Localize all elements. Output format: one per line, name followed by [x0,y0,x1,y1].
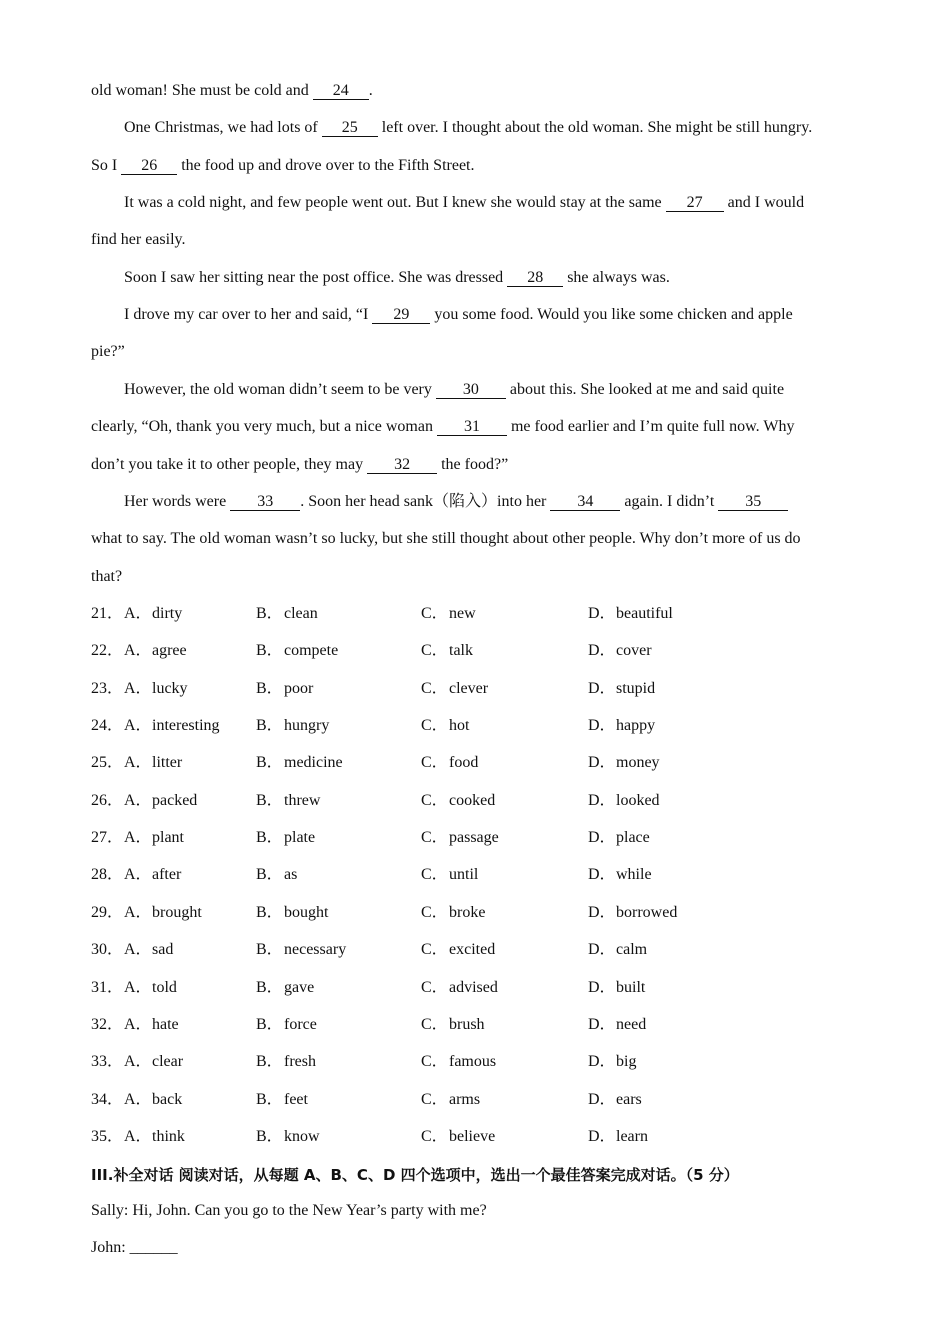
passage-text: clearly, “Oh, thank you very much, but a nice woman [91,418,437,435]
option-letter: B． [256,1128,283,1145]
option-text: know [284,1128,320,1145]
question-number: 22． [91,642,124,659]
option-text: talk [449,642,473,659]
answer-option [124,1090,182,1110]
option-text: after [152,866,182,883]
answer-option [256,1052,316,1072]
answer-option [588,903,677,923]
option-text: lucky [152,680,188,697]
option-text: back [152,1091,183,1108]
option-text: excited [449,941,496,958]
answer-option [256,940,346,960]
blank-25: 25 [322,120,378,137]
option-letter: D． [588,904,616,921]
option-text: poor [284,680,314,697]
option-text: passage [449,829,499,846]
passage-text: pie?” [91,343,125,360]
option-letter: A． [124,941,152,958]
option-letter: D． [588,1091,616,1108]
option-letter: D． [588,866,616,883]
option-text: bought [284,904,329,921]
option-letter: D． [588,829,616,846]
answer-option [256,1127,320,1147]
question-number: 28． [91,866,124,883]
question-number: 30． [91,941,124,958]
option-letter: C． [421,941,448,958]
option-letter: C． [421,605,448,622]
option-letter: C． [421,904,448,921]
dialogue-line [91,1201,487,1221]
answer-option [421,716,469,736]
answer-option [124,753,182,773]
option-text: medicine [284,754,343,771]
option-letter: B． [256,642,283,659]
option-letter: C． [421,829,448,846]
option-text: ears [616,1091,642,1108]
passage-text: old woman! She must be cold and [91,82,313,99]
passage-text: I drove my car over to her and said, “I [124,306,373,323]
option-letter: D． [588,642,616,659]
option-text: money [616,754,660,771]
question-number: 24． [91,717,124,734]
answer-option [421,828,499,848]
option-text: built [616,979,646,996]
option-text: advised [449,979,498,996]
option-text: feet [284,1091,308,1108]
option-letter: A． [124,605,152,622]
answer-option [588,791,660,811]
option-letter: B． [256,680,283,697]
passage-text: the food?” [437,456,509,473]
blank-31: 31 [437,419,507,436]
option-text: new [449,605,476,622]
blank-30: 30 [436,382,506,399]
answer-option [256,716,329,736]
passage-text: again. I didn’t [620,493,719,510]
answer-option [124,791,197,811]
option-text: broke [449,904,486,921]
dialogue-text: Sally: Hi, John. Can you go to the New Year’s party with me? [91,1202,487,1219]
option-letter: B． [256,1091,283,1108]
answer-option [588,978,645,998]
option-letter: C． [421,680,448,697]
answer-option [421,1090,480,1110]
option-letter: C． [421,1128,448,1145]
question-number: 25． [91,754,124,771]
option-text: necessary [284,941,347,958]
answer-option [256,978,314,998]
option-letter: A． [124,1128,152,1145]
passage-text: So I [91,157,122,174]
option-text: brush [449,1016,485,1033]
option-letter: C． [421,792,448,809]
question-number: 26． [91,792,124,809]
option-text: need [616,1016,647,1033]
option-letter: C． [421,1053,448,1070]
answer-option [124,1015,179,1035]
passage-text: about this. She looked at me and said quite [505,381,785,398]
blank-33: 33 [230,494,300,511]
answer-option [588,679,655,699]
option-letter: D． [588,792,616,809]
blank-34: 34 [550,494,620,511]
option-text: stupid [616,680,656,697]
option-text: fresh [284,1053,316,1070]
passage-text: what to say. The old woman wasn’t so lucky, but she still thought about other people. Why don’t more of us do [91,530,801,547]
option-letter: D． [588,754,616,771]
option-letter: D． [588,1016,616,1033]
option-letter: B． [256,941,283,958]
option-text: compete [284,642,339,659]
passage-text: and I would [723,194,805,211]
answer-option [588,753,660,773]
option-letter: D． [588,680,616,697]
option-letter: A． [124,717,152,734]
answer-option [421,978,498,998]
option-text: clear [152,1053,184,1070]
option-letter: D． [588,1053,616,1070]
option-letter: A． [124,904,152,921]
option-text: think [152,1128,185,1145]
answer-option [588,865,652,885]
option-letter: A． [124,1053,152,1070]
section-heading: III.补全对话 阅读对话，从每题 A、B、C、D 四个选项中，选出一个最佳答案完成对话。（5 分） [91,1166,739,1184]
option-letter: C． [421,979,448,996]
question-number: 31． [91,979,124,996]
passage-line [91,455,508,475]
answer-option [256,679,313,699]
option-text: as [284,866,298,883]
option-letter: B． [256,904,283,921]
answer-option [124,978,177,998]
option-letter: A． [124,866,152,883]
option-letter: D． [588,979,616,996]
option-text: dirty [152,605,183,622]
option-text: force [284,1016,317,1033]
answer-option [256,828,315,848]
option-letter: C． [421,642,448,659]
option-letter: A． [124,754,152,771]
option-text: happy [616,717,656,734]
answer-option [421,641,473,661]
passage-text: the food up and drove over to the Fifth Street. [177,157,475,174]
option-text: arms [449,1091,481,1108]
option-text: agree [152,642,187,659]
answer-option [124,679,188,699]
option-text: believe [449,1128,496,1145]
passage-text: However, the old woman didn’t seem to be very [124,381,436,398]
option-text: famous [449,1053,497,1070]
option-letter: C． [421,866,448,883]
answer-option [124,1052,183,1072]
answer-option [588,1052,636,1072]
passage-line [91,342,125,362]
option-text: place [616,829,650,846]
option-letter: D． [588,605,616,622]
answer-option [421,903,485,923]
option-text: beautiful [616,605,673,622]
answer-option [421,1052,496,1072]
passage-line [91,81,373,101]
answer-option [421,604,476,624]
option-letter: A． [124,792,152,809]
passage-text: me food earlier and I’m quite full now. Why [506,418,795,435]
blank-24: 24 [313,83,369,100]
passage-line [124,380,784,400]
option-letter: C． [421,717,448,734]
passage-line [124,193,804,213]
passage-line [91,417,794,437]
answer-option [124,641,187,661]
answer-option [421,1127,495,1147]
question-number: 23． [91,680,124,697]
passage-line [124,305,793,325]
blank-26: 26 [121,158,177,175]
dialogue-line [91,1238,178,1258]
answer-option [124,903,202,923]
option-letter: D． [588,1128,616,1145]
option-text: sad [152,941,174,958]
option-text: big [616,1053,637,1070]
answer-option [256,753,343,773]
option-letter: B． [256,866,283,883]
option-letter: C． [421,1091,448,1108]
answer-option [588,716,655,736]
option-text: looked [616,792,660,809]
option-letter: B． [256,1053,283,1070]
question-number: 32． [91,1016,124,1033]
option-letter: D． [588,717,616,734]
option-letter: C． [421,754,448,771]
answer-option [421,753,478,773]
blank-27: 27 [666,195,724,212]
option-letter: B． [256,829,283,846]
option-text: food [449,754,479,771]
option-letter: B． [256,717,283,734]
option-text: plate [284,829,316,846]
option-letter: B． [256,1016,283,1033]
option-letter: A． [124,1016,152,1033]
option-letter: A． [124,642,152,659]
passage-line [124,492,788,512]
passage-text: One Christmas, we had lots of [124,119,322,136]
passage-line [124,118,812,138]
answer-option [588,604,673,624]
option-text: hate [152,1016,179,1033]
answer-option [588,828,650,848]
option-letter: C． [421,1016,448,1033]
answer-option [124,828,184,848]
passage-text: don’t you take it to other people, they may [91,456,368,473]
passage-text: find her easily. [91,231,186,248]
option-text: while [616,866,652,883]
question-number: 29． [91,904,124,921]
option-text: hot [449,717,470,734]
passage-text: . Soon her head sank（陷入）into her [300,493,551,510]
question-number: 21． [91,605,124,622]
passage-line [91,156,475,176]
option-text: plant [152,829,184,846]
answer-option [124,1127,185,1147]
answer-option [256,865,297,885]
dialogue-blank: ______ [129,1239,178,1256]
answer-option [588,1127,648,1147]
dialogue-speaker: John: [91,1239,130,1256]
answer-option [124,716,220,736]
option-letter: B． [256,792,283,809]
question-number: 27． [91,829,124,846]
passage-text: left over. I thought about the old woman. She might be still hungry. [377,119,813,136]
passage-text: . [368,82,373,99]
answer-option [588,1015,646,1035]
option-text: borrowed [616,904,678,921]
option-text: told [152,979,177,996]
answer-option [256,791,320,811]
passage-text: you some food. Would you like some chicken and apple [430,306,793,323]
answer-option [421,1015,485,1035]
option-letter: A． [124,979,152,996]
answer-option [124,940,173,960]
blank-35: 35 [718,494,788,511]
answer-option [124,604,182,624]
answer-option [421,865,478,885]
option-text: until [449,866,479,883]
option-text: cover [616,642,652,659]
option-letter: A． [124,829,152,846]
answer-option [256,903,328,923]
option-text: gave [284,979,315,996]
option-text: clean [284,605,318,622]
passage-text: that? [91,568,123,585]
question-number: 33． [91,1053,124,1070]
question-number: 35． [91,1128,124,1145]
passage-text: she always was. [563,269,670,286]
answer-option [588,940,647,960]
blank-29: 29 [372,307,430,324]
answer-option [256,604,318,624]
passage-line [124,268,670,288]
answer-option [256,1090,308,1110]
answer-option [256,641,338,661]
answer-option [588,641,652,661]
option-text: learn [616,1128,648,1145]
option-text: calm [616,941,648,958]
option-text: litter [152,754,183,771]
blank-32: 32 [367,457,437,474]
answer-option [421,679,488,699]
blank-28: 28 [507,270,563,287]
option-letter: D． [588,941,616,958]
option-letter: B． [256,979,283,996]
option-text: clever [449,680,489,697]
answer-option [256,1015,317,1035]
passage-text: Her words were [124,493,231,510]
passage-line [91,529,801,549]
answer-option [421,940,495,960]
option-text: hungry [284,717,330,734]
option-letter: B． [256,754,283,771]
passage-line [91,230,185,250]
option-text: interesting [152,717,220,734]
passage-text: It was a cold night, and few people went out. But I knew she would stay at the same [124,194,666,211]
passage-line [91,567,122,587]
answer-option [124,865,181,885]
option-text: threw [284,792,321,809]
answer-option [421,791,495,811]
option-letter: B． [256,605,283,622]
option-text: packed [152,792,198,809]
passage-text: Soon I saw her sitting near the post office. She was dressed [124,269,508,286]
option-letter: A． [124,680,152,697]
option-text: brought [152,904,202,921]
question-number: 34． [91,1091,124,1108]
option-letter: A． [124,1091,152,1108]
answer-option [588,1090,642,1110]
option-text: cooked [449,792,496,809]
